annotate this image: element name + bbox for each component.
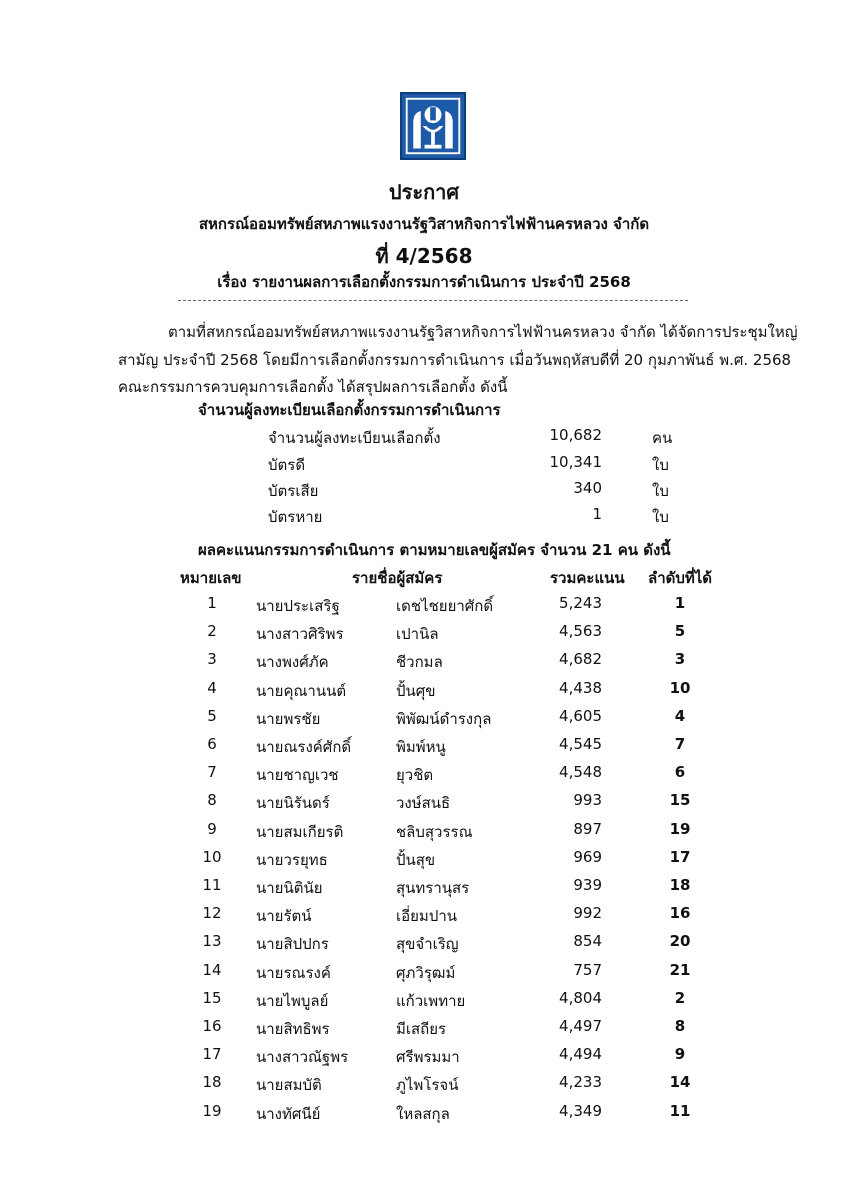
cooperative-logo xyxy=(400,92,466,160)
candidate-last-name: ปั้นสุข xyxy=(396,851,436,869)
candidate-rank: 17 xyxy=(669,848,691,866)
table-row xyxy=(0,961,848,989)
candidate-score: 4,682 xyxy=(559,650,602,668)
table-row xyxy=(0,791,848,819)
stat-unit: ใบ xyxy=(652,456,669,474)
candidate-first-name: นายชาญเวช xyxy=(256,766,339,784)
table-row xyxy=(0,650,848,678)
candidate-score: 4,548 xyxy=(559,763,602,781)
organization-name: สหกรณ์ออมทรัพย์สหภาพแรงงานรัฐวิสาหกิจการไฟฟ้านครหลวง จำกัด xyxy=(198,215,650,233)
candidate-number: 15 xyxy=(202,989,222,1007)
candidate-first-name: นายสิทธิพร xyxy=(256,1020,330,1038)
table-row xyxy=(0,932,848,960)
candidate-score: 969 xyxy=(573,848,602,866)
candidate-first-name: นายพรชัย xyxy=(256,710,321,728)
candidate-first-name: นายรณรงค์ xyxy=(256,964,331,982)
candidate-last-name: ใหลสกุล xyxy=(396,1105,450,1123)
candidate-first-name: นายนิตินัย xyxy=(256,879,323,897)
stat-value: 340 xyxy=(573,479,602,497)
divider xyxy=(178,300,688,301)
body-line-3: คณะกรรมการควบคุมการเลือกตั้ง ได้สรุปผลการเลือกตั้ง ดังนี้ xyxy=(118,378,508,396)
candidate-number: 19 xyxy=(202,1102,222,1120)
candidate-rank: 9 xyxy=(674,1045,686,1063)
candidate-last-name: เอี่ยมปาน xyxy=(396,907,458,925)
candidate-first-name: นายประเสริฐ xyxy=(256,597,340,615)
candidate-number: 4 xyxy=(207,679,217,697)
candidate-first-name: นายสมบัติ xyxy=(256,1076,322,1094)
candidate-number: 11 xyxy=(202,876,222,894)
voter-section-heading: จำนวนผู้ลงทะเบียนเลือกตั้งกรรมการดำเนินการ xyxy=(198,401,501,419)
stat-value: 10,341 xyxy=(549,453,602,471)
candidate-score: 4,494 xyxy=(559,1045,602,1063)
candidate-last-name: ปั้นศุข xyxy=(396,682,436,700)
candidate-first-name: นายนิรันดร์ xyxy=(256,794,330,812)
candidate-score: 5,243 xyxy=(559,594,602,612)
candidate-rank: 20 xyxy=(669,932,691,950)
candidate-score: 4,349 xyxy=(559,1102,602,1120)
candidate-number: 2 xyxy=(207,622,217,640)
stat-value: 10,682 xyxy=(549,426,602,444)
candidate-last-name: เปานิล xyxy=(396,625,439,643)
candidate-rank: 15 xyxy=(669,791,691,809)
candidate-first-name: นางสาวศิริพร xyxy=(256,625,344,643)
candidate-rank: 6 xyxy=(674,763,686,781)
candidate-last-name: สุนทรานุสร xyxy=(396,879,470,897)
stat-label: จำนวนผู้ลงทะเบียนเลือกตั้ง xyxy=(268,429,441,447)
column-header-candidate: รายชื่อผู้สมัคร xyxy=(352,569,443,587)
table-row xyxy=(0,594,848,622)
candidate-last-name: ชลิบสุวรรณ xyxy=(396,823,473,841)
candidate-last-name: แก้วเพทาย xyxy=(396,992,466,1010)
body-line-1: ตามที่สหกรณ์ออมทรัพย์สหภาพแรงงานรัฐวิสาหกิจการไฟฟ้านครหลวง จำกัด ได้จัดการประชุมใหญ่ xyxy=(168,323,798,341)
candidate-score: 4,563 xyxy=(559,622,602,640)
candidate-rank: 2 xyxy=(674,989,686,1007)
stat-unit: คน xyxy=(652,429,673,447)
candidate-rank: 19 xyxy=(669,820,691,838)
candidate-number: 17 xyxy=(202,1045,222,1063)
candidate-last-name: สุขจำเริญ xyxy=(396,935,459,953)
candidate-first-name: นายวรยุทธ xyxy=(256,851,328,869)
candidate-first-name: นายสิปปกร xyxy=(256,935,329,953)
candidate-last-name: ศรีพรมมา xyxy=(396,1048,460,1066)
column-header-score: รวมคะแนน xyxy=(550,569,625,587)
candidate-score: 4,804 xyxy=(559,989,602,1007)
candidate-rank: 7 xyxy=(674,735,686,753)
candidate-number: 16 xyxy=(202,1017,222,1035)
table-row xyxy=(0,1017,848,1045)
candidate-first-name: นางทัศนีย์ xyxy=(256,1105,321,1123)
page-title: ประกาศ xyxy=(388,180,460,204)
candidate-number: 8 xyxy=(207,791,217,809)
candidate-first-name: นายรัตน์ xyxy=(256,907,312,925)
candidate-first-name: นายสมเกียรติ xyxy=(256,823,344,841)
table-row xyxy=(0,1045,848,1073)
candidate-first-name: นางสาวณัฐพร xyxy=(256,1048,349,1066)
candidate-score: 4,233 xyxy=(559,1073,602,1091)
table-row xyxy=(0,1073,848,1101)
candidate-score: 4,497 xyxy=(559,1017,602,1035)
candidate-score: 897 xyxy=(573,820,602,838)
table-row xyxy=(0,904,848,932)
candidate-score: 4,605 xyxy=(559,707,602,725)
voter-stat-row xyxy=(0,479,848,507)
candidate-rank: 10 xyxy=(669,679,691,697)
table-row xyxy=(0,679,848,707)
candidate-last-name: พิพัฒน์ดำรงกุล xyxy=(396,710,492,728)
candidate-last-name: วงษ์สนธิ xyxy=(396,794,451,812)
logo-emblem-icon xyxy=(402,94,464,158)
table-row xyxy=(0,876,848,904)
candidate-last-name: มีเสถียร xyxy=(396,1020,447,1038)
candidate-number: 5 xyxy=(207,707,217,725)
stat-label: บัตรหาย xyxy=(268,508,323,526)
voter-stat-row xyxy=(0,505,848,533)
candidate-score: 757 xyxy=(573,961,602,979)
candidate-rank: 16 xyxy=(669,904,691,922)
stat-value: 1 xyxy=(592,505,602,523)
voter-stat-row xyxy=(0,426,848,454)
candidate-first-name: นายไพบูลย์ xyxy=(256,992,329,1010)
table-row xyxy=(0,763,848,791)
candidate-score: 4,545 xyxy=(559,735,602,753)
candidate-rank: 8 xyxy=(674,1017,686,1035)
candidate-score: 854 xyxy=(573,932,602,950)
table-row xyxy=(0,848,848,876)
candidate-score: 939 xyxy=(573,876,602,894)
candidate-score: 993 xyxy=(573,791,602,809)
results-section-heading: ผลคะแนนกรรมการดำเนินการ ตามหมายเลขผู้สมัคร จำนวน 21 คน ดังนี้ xyxy=(198,541,671,559)
table-row xyxy=(0,989,848,1017)
table-row xyxy=(0,622,848,650)
candidate-last-name: ชีวกมล xyxy=(396,653,443,671)
candidate-number: 12 xyxy=(202,904,222,922)
table-row xyxy=(0,1102,848,1130)
candidate-last-name: เดชไชยยาศักดิ์ xyxy=(396,597,494,615)
announcement-subject: เรื่อง รายงานผลการเลือกตั้งกรรมการดำเนินการ ประจำปี 2568 xyxy=(217,273,631,291)
candidate-last-name: ยุวชิต xyxy=(396,766,434,784)
table-row xyxy=(0,735,848,763)
candidate-number: 1 xyxy=(207,594,217,612)
voter-stat-row xyxy=(0,453,848,481)
candidate-last-name: ภูไพโรจน์ xyxy=(396,1076,459,1094)
candidate-rank: 5 xyxy=(674,622,686,640)
column-header-number: หมายเลข xyxy=(180,569,242,587)
table-row xyxy=(0,707,848,735)
candidate-score: 4,438 xyxy=(559,679,602,697)
candidate-last-name: ศุภวิรุฒม์ xyxy=(396,964,456,982)
candidate-rank: 14 xyxy=(669,1073,691,1091)
column-header-rank: ลำดับที่ได้ xyxy=(648,569,713,587)
stat-unit: ใบ xyxy=(652,482,669,500)
candidate-number: 14 xyxy=(202,961,222,979)
candidate-score: 992 xyxy=(573,904,602,922)
candidate-rank: 11 xyxy=(669,1102,691,1120)
candidate-number: 13 xyxy=(202,932,222,950)
candidate-number: 3 xyxy=(207,650,217,668)
stat-label: บัตรดี xyxy=(268,456,306,474)
table-row xyxy=(0,820,848,848)
candidate-number: 6 xyxy=(207,735,217,753)
candidate-rank: 4 xyxy=(674,707,686,725)
candidate-first-name: นางพงศ์ภัค xyxy=(256,653,329,671)
announcement-number: ที่ 4/2568 xyxy=(375,244,473,268)
candidate-rank: 1 xyxy=(674,594,686,612)
candidate-rank: 18 xyxy=(669,876,691,894)
candidate-number: 7 xyxy=(207,763,217,781)
candidate-first-name: นายณรงค์ศักดิ์ xyxy=(256,738,352,756)
candidate-number: 10 xyxy=(202,848,222,866)
stat-unit: ใบ xyxy=(652,508,669,526)
candidate-first-name: นายคุณานนต์ xyxy=(256,682,347,700)
candidate-rank: 3 xyxy=(674,650,686,668)
candidate-number: 9 xyxy=(207,820,217,838)
body-line-2: สามัญ ประจำปี 2568 โดยมีการเลือกตั้งกรรมการดำเนินการ เมื่อวันพฤหัสบดีที่ 20 กุมภาพันธ์ พ.ศ. 2568 xyxy=(118,351,792,369)
candidate-number: 18 xyxy=(202,1073,222,1091)
candidate-last-name: พิมพ์หนู xyxy=(396,738,446,756)
candidate-rank: 21 xyxy=(669,961,691,979)
stat-label: บัตรเสีย xyxy=(268,482,319,500)
